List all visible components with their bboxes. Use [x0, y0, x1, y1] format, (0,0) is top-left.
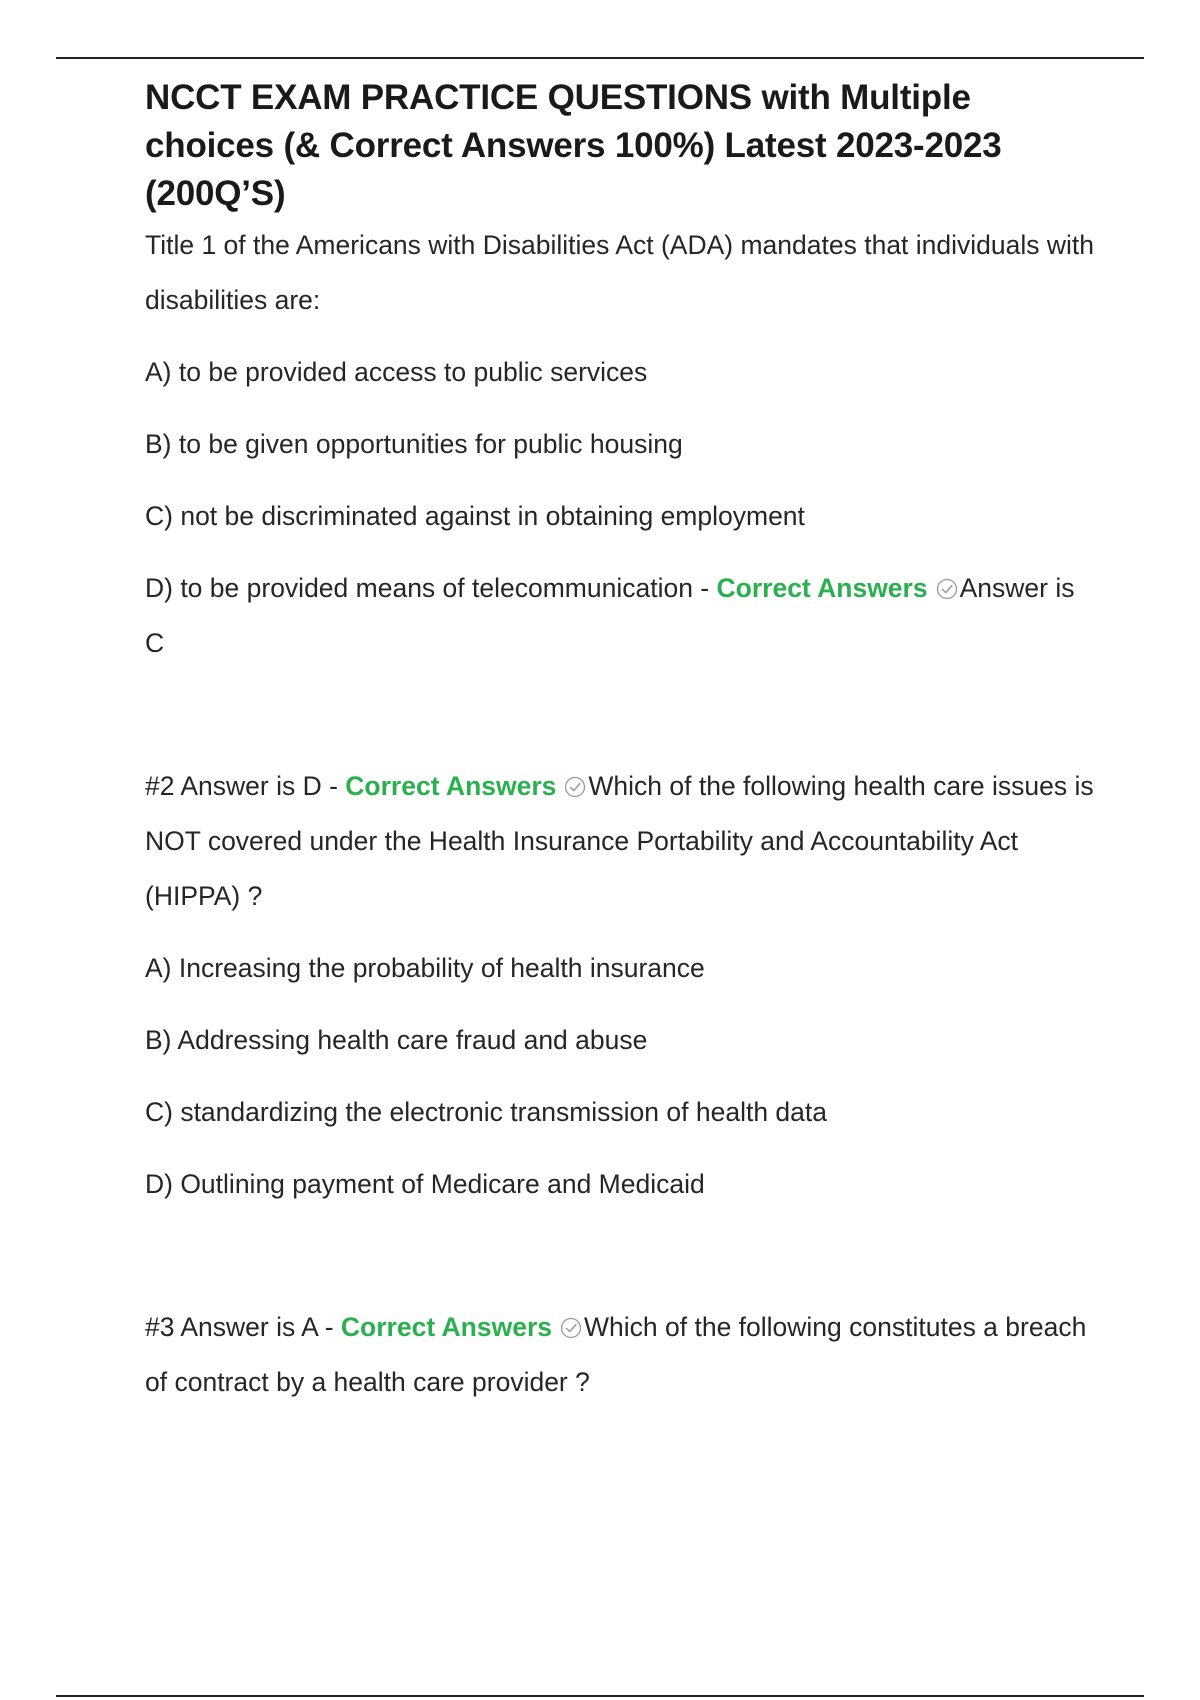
correct-answers-label: Correct Answers [340, 1312, 553, 1342]
q1-option-d-text: D) to be provided means of telecommunication - [145, 573, 717, 603]
q3-prefix: #3 Answer is A - [145, 1312, 341, 1342]
top-rule [56, 57, 1144, 59]
q1-answer: Answer is C [145, 573, 1075, 658]
spacer [145, 472, 1095, 489]
spacer [145, 924, 1095, 941]
q2-option-d: D) Outlining payment of Medicare and Medicaid [145, 1169, 705, 1199]
spacer [145, 671, 1095, 759]
q3-question: Which of the following constitutes a breach of contract by a health care provider ? [145, 1312, 1087, 1397]
check-circle-icon [560, 1317, 582, 1339]
bottom-rule [56, 1695, 1144, 1697]
spacer [145, 400, 1095, 417]
q1-option-b: B) to be given opportunities for public housing [145, 429, 683, 459]
spacer [145, 1068, 1095, 1085]
q2-prefix: #2 Answer is D - [145, 771, 346, 801]
q2-option-a: A) Increasing the probability of health insurance [145, 953, 705, 983]
check-circle-icon [936, 578, 958, 600]
spacer [145, 996, 1095, 1013]
spacer [145, 1212, 1095, 1300]
q1-question: Title 1 of the Americans with Disabilities Act (ADA) mandates that individuals with disabilities are: [145, 230, 1095, 315]
document-body [145, 74, 1095, 1410]
q2-option-c: C) standardizing the electronic transmission of health data [145, 1097, 827, 1127]
correct-answers-label: Correct Answers [716, 573, 928, 603]
q2-block [145, 759, 1095, 924]
document-title: NCCT EXAM PRACTICE QUESTIONS with Multiple choices (& Correct Answers 100%) Latest 2023-2023 (200Q’S) [145, 78, 1002, 213]
q1-option-d [145, 561, 1095, 671]
q2-question: Which of the following health care issues is NOT covered under the Health Insurance Portability and Accountability Act (HIPPA) ? [145, 771, 1094, 911]
correct-answers-label: Correct Answers [345, 771, 557, 801]
q2-option-b: B) Addressing health care fraud and abuse [145, 1025, 648, 1055]
spacer [145, 1140, 1095, 1157]
spacer [145, 544, 1095, 561]
q1-option-a: A) to be provided access to public services [145, 357, 648, 387]
check-circle-icon [564, 776, 586, 798]
q3-block [145, 1300, 1095, 1410]
q1-option-c: C) not be discriminated against in obtaining employment [145, 501, 805, 531]
spacer [145, 328, 1095, 345]
